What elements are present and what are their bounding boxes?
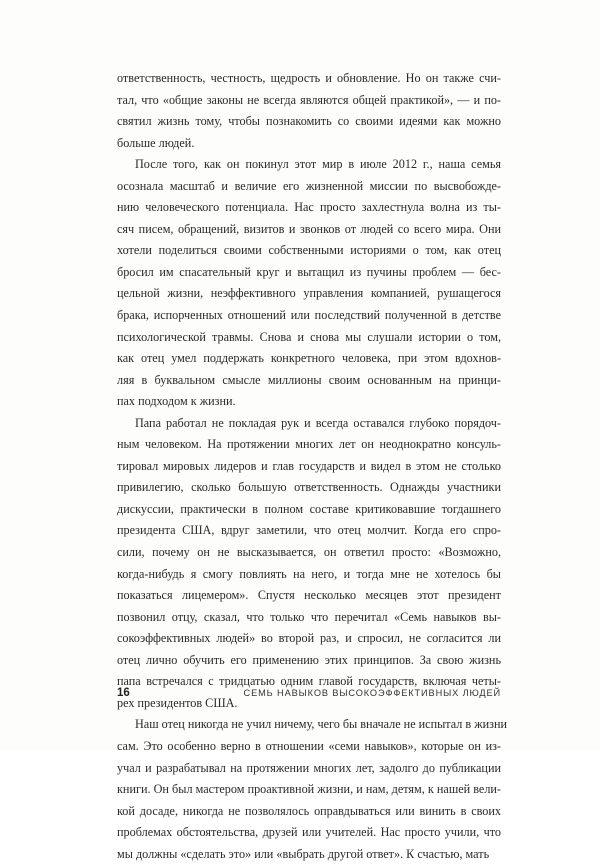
- text-line: папа встречался с тридцатью одним главой государств, включая четы-: [117, 674, 501, 689]
- text-line: тал, что «общие законы не всегда являются общей практикой», — и по-: [117, 92, 501, 107]
- text-line: После того, как он покинул этот мир в июле 2012 г., наша семья: [135, 157, 501, 172]
- text-line: мы должны «сделать это» или «выбрать другой ответ». К счастью, мать: [117, 846, 490, 861]
- text-line: рех президентов США.: [117, 695, 238, 710]
- text-line: проблемах обстоятельства, друзей или учителей. Нас просто учили, что: [117, 825, 501, 840]
- text-line: позвонил отцу, сказал, что только что перечитал «Семь навыков вы-: [117, 609, 501, 624]
- text-line: сяч писем, обращений, визитов и звонков от людей со всего мира. Они: [117, 221, 501, 236]
- text-line: кой досаде, никогда не позволялось оправдываться или винить в своих: [117, 803, 501, 818]
- text-line: ответственность, честность, щедрость и обновление. Но он также счи-: [117, 71, 501, 85]
- text-line: как отец умел поддержать конкретного человека, при этом вдохнов-: [117, 351, 501, 366]
- text-line: цельной жизни, неэффективного управления компанией, рушащегося: [117, 286, 501, 301]
- text-line: учал и разрабатывал на протяжении многих лет, задолго до публикации: [117, 760, 501, 775]
- text-line: нию человеческого потенциала. Нас просто захлестнула волна из ты-: [117, 200, 501, 215]
- text-line: сокоэффективных людей» во второй раз, и спросил, не согласится ли: [117, 631, 501, 646]
- paragraph: [117, 68, 501, 154]
- running-title: СЕМЬ НАВЫКОВ ВЫСОКОЭФФЕКТИВНЫХ ЛЮДЕЙ: [243, 688, 501, 698]
- text-line: пах подходом к жизни.: [117, 394, 236, 409]
- text-line: показаться лицемером». Спустя несколько месяцев этот президент: [117, 588, 501, 603]
- text-line: сам. Это особенно верно в отношении «семи навыков», которые он из-: [117, 738, 501, 753]
- text-line: брака, испорченных отношений или последствий полученной в детстве: [117, 308, 501, 323]
- text-line: ным человеком. На протяжении многих лет он неоднократно консуль-: [117, 437, 501, 452]
- text-line: психологической травмы. Снова и снова мы слушали истории о том,: [117, 329, 501, 344]
- page-number: 16: [117, 687, 130, 699]
- text-line: Папа работал не покладая рук и всегда оставался глубоко порядоч-: [135, 415, 501, 430]
- text-line: святил жизнь тому, чтобы познакомить со своими идеями как можно: [117, 114, 501, 129]
- text-line: бросил им спасательный круг и вытащил из пучины проблем — бес-: [117, 264, 501, 279]
- text-line: осознала масштаб и величие его жизненной миссии по высвобожде-: [117, 178, 501, 193]
- text-line: Наш отец никогда не учил ничему, чего бы вначале не испытал в жизни: [135, 717, 508, 732]
- paragraph: [117, 714, 508, 865]
- text-line: привилегию, сколько большую ответственность. Однажды участники: [117, 480, 501, 495]
- text-line: президента США, вдруг заметили, что отец молчит. Когда его спро-: [117, 523, 501, 538]
- paragraph: [117, 413, 501, 715]
- text-line: книги. Он был мастером проактивной жизни, и нам, детям, к нашей вели-: [117, 782, 501, 797]
- text-line: когда-нибудь я смогу повлиять на него, и тогда мне не хотелось бы: [117, 566, 501, 581]
- page-footer: [117, 687, 501, 703]
- text-line: отец лично обучить его применению этих принципов. За свою жизнь: [117, 652, 501, 667]
- text-line: больше людей.: [117, 135, 195, 150]
- text-line: ляя в буквальном смысле миллионы своим основанным на принци-: [117, 372, 501, 387]
- text-line: сили, почему он не высказывается, он ответил просто: «Возможно,: [117, 545, 501, 560]
- paragraph: [117, 154, 501, 413]
- text-line: хотели поделиться своими собственными историями о том, как отец: [117, 243, 501, 258]
- text-line: дискуссии, практически в полном составе критиковавшие тогдашнего: [117, 501, 501, 516]
- text-line: тировал мировых лидеров и глав государств и видел в этом не столько: [117, 458, 501, 473]
- body-text: [117, 68, 508, 865]
